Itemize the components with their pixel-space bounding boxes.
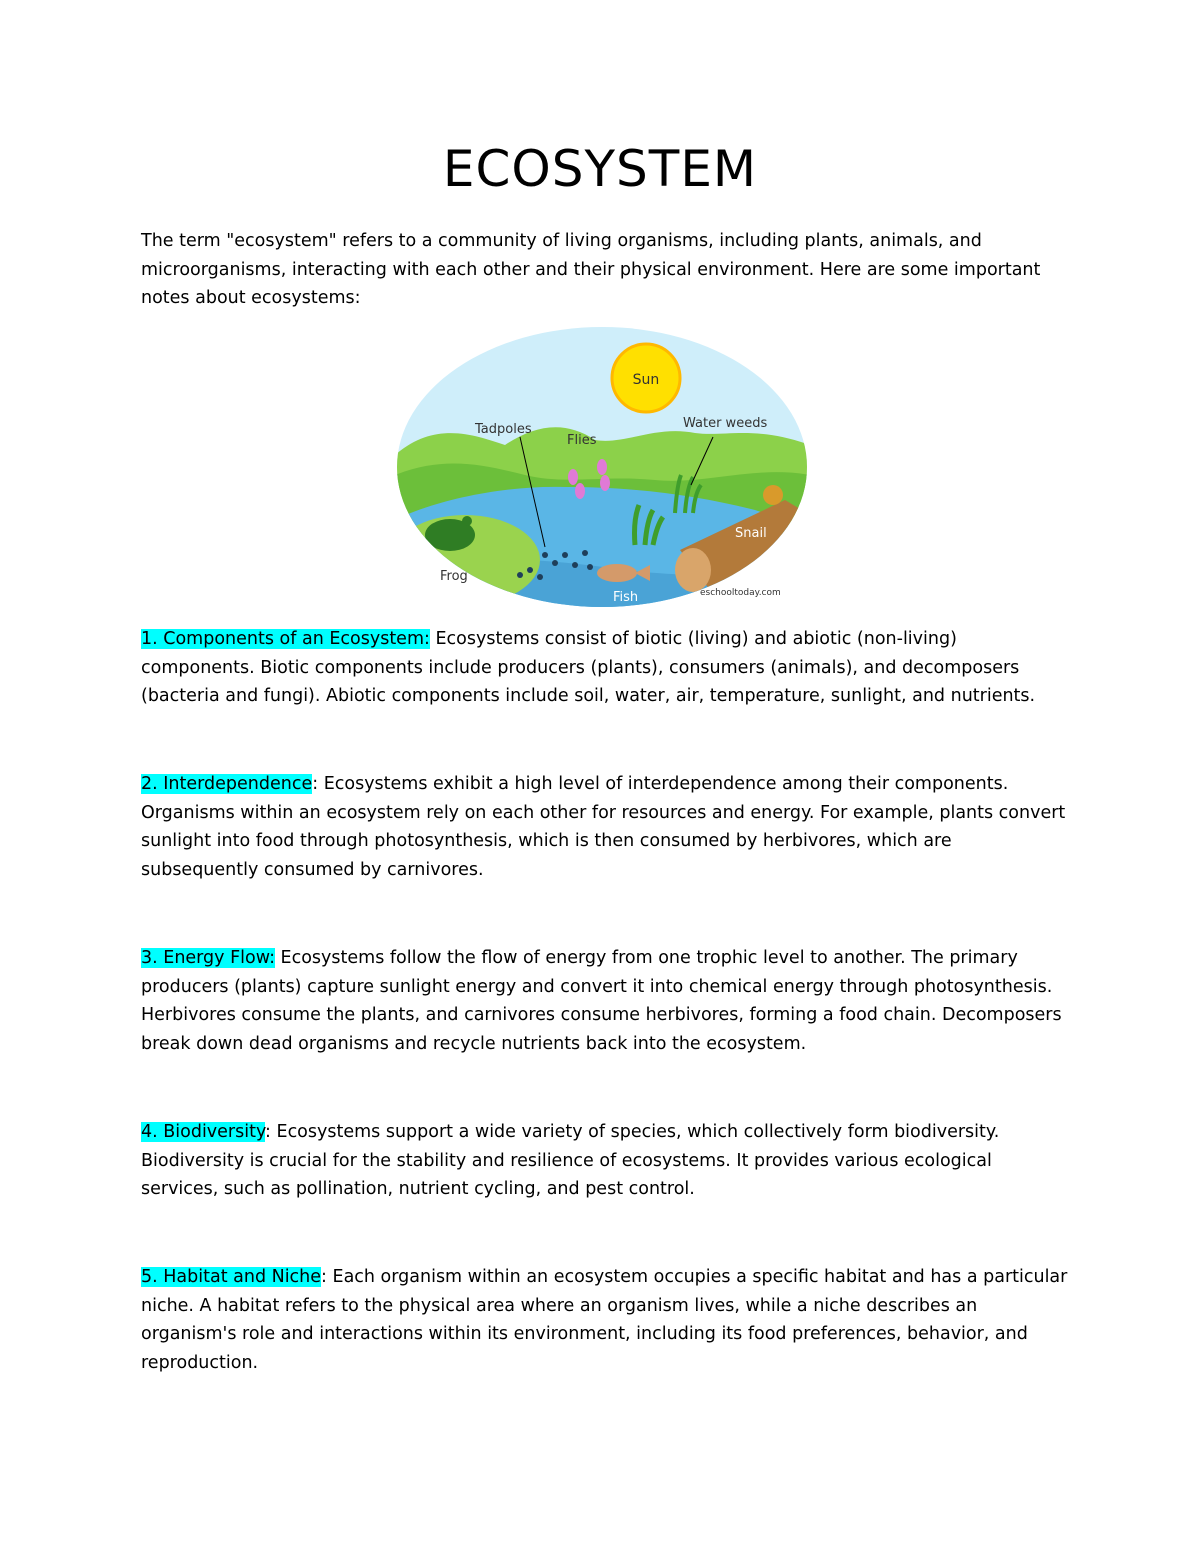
fish-label: Fish bbox=[613, 590, 639, 605]
section-text: : Ecosystems support a wide variety of species, which collectively form biodiversity. Biodiversity is crucial for the stability and resilience of ecosystems. It provides various ecological services, such as pollination, nutrient cycling, and pest control. bbox=[141, 1122, 1000, 1200]
fish-icon bbox=[597, 564, 637, 582]
log-end bbox=[675, 548, 711, 592]
water-weeds-label: Water weeds bbox=[683, 416, 768, 431]
frog-eye-icon bbox=[462, 516, 472, 526]
pond-ecosystem-image bbox=[395, 325, 810, 610]
section-text: Ecosystems consist of biotic (living) and abiotic (non-living) components. Biotic components include producers (plants), consumers (animals), and decomposers (bacteria and fungi). Abiotic components include soil, water, air, temperature, sunlight, and nutrients. bbox=[141, 629, 1036, 707]
section-energy-flow bbox=[141, 944, 1071, 1058]
section-heading: 1. Components of an Ecosystem: bbox=[141, 629, 430, 649]
section-habitat-niche bbox=[141, 1263, 1071, 1377]
section-heading: 3. Energy Flow: bbox=[141, 948, 275, 968]
snail-icon bbox=[763, 485, 783, 505]
section-biodiversity bbox=[141, 1118, 1071, 1204]
section-text: : Ecosystems exhibit a high level of interdependence among their components. Organisms within an ecosystem rely on each other for resources and energy. For example, plants convert sunlight into food through photosynthesis, which is then consumed by herbivores, which are subsequently consumed by carnivores. bbox=[141, 774, 1066, 880]
flies-label: Flies bbox=[567, 433, 597, 448]
snail-label: Snail bbox=[735, 526, 767, 541]
section-interdependence bbox=[141, 770, 1071, 884]
frog-label: Frog bbox=[440, 569, 468, 584]
sun-label: Sun bbox=[632, 372, 660, 388]
tadpoles-label: Tadpoles bbox=[475, 422, 532, 437]
image-credit: eschooltoday.com bbox=[700, 588, 781, 598]
page-title: ECOSYSTEM bbox=[442, 140, 758, 198]
section-text: : Each organism within an ecosystem occupies a specific habitat and has a particular niche. A habitat refers to the physical area where an organism lives, while a niche describes an organism's role and interactions within its environment, including its food preferences, behavior, and reproduction. bbox=[141, 1267, 1068, 1373]
section-heading: 2. Interdependence bbox=[141, 774, 313, 794]
section-components bbox=[141, 625, 1071, 711]
intro-paragraph: The term "ecosystem" refers to a community of living organisms, including plants, animals, and microorganisms, interacting with each other and their physical environment. Here are some important notes about ecosystems: bbox=[141, 231, 1041, 309]
section-text: Ecosystems follow the flow of energy from one trophic level to another. The primary producers (plants) capture sunlight energy and convert it into chemical energy through photosynthesis. Herbivores consume the plants, and carnivores consume herbivores, forming a food chain. Decomposers break down dead organisms and recycle nutrients back into the ecosystem. bbox=[141, 948, 1062, 1054]
ecosystem-illustration bbox=[395, 325, 810, 610]
section-heading: 5. Habitat and Niche bbox=[141, 1267, 322, 1287]
section-heading: 4. Biodiversity bbox=[141, 1122, 266, 1142]
